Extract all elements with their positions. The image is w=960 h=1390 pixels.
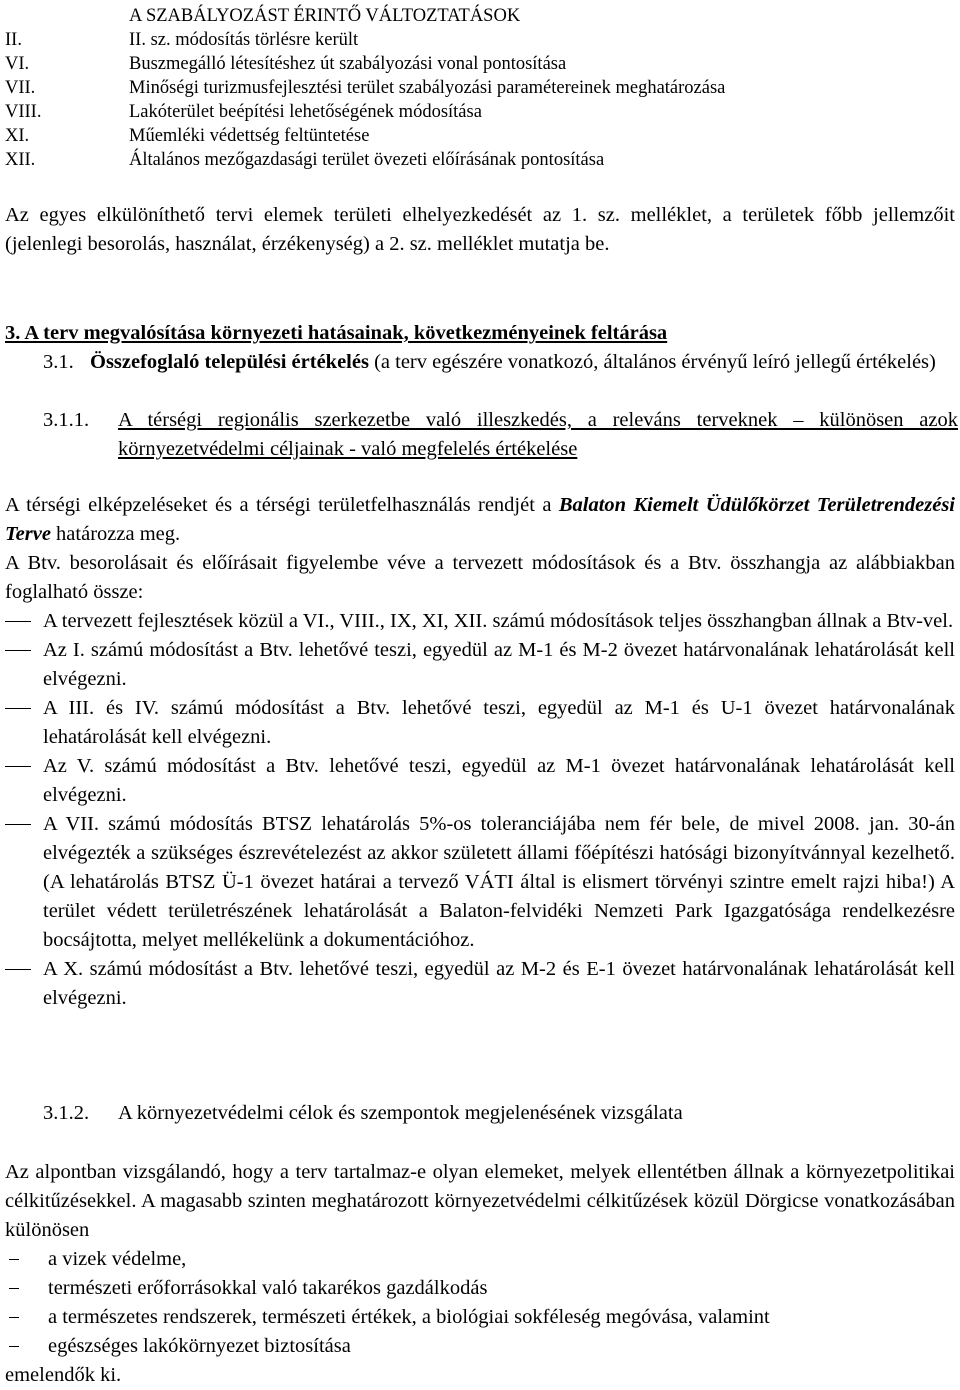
subsection-3-1-1-title: A térségi regionális szerkezetbe való illeszkedés, a releváns terveknek – különösen azok környezetvédelmi céljainak - való megfelelés értékelése — [118, 409, 958, 460]
list-item — [5, 955, 955, 1013]
list-item-text: természeti erőforrásokkal való takarékos gazdálkodás — [48, 1277, 488, 1299]
change-text: Minőségi turizmusfejlesztési terület szabályozási paramétereinek meghatározása — [129, 78, 726, 98]
list-item — [5, 1303, 955, 1332]
change-number: VI. — [5, 54, 30, 74]
list-item — [5, 1332, 955, 1361]
final-paragraph: Az alpontban vizsgálandó, hogy a terv tartalmaz-e olyan elemeket, melyek ellentétben állnak a környezetpolitikai célkitűzésekkel. A magasabb szinten meghatározott környezetvédelmi célkitűzések közül Dörgicse vonatkozásában különösen — [5, 1161, 955, 1241]
btv-compliance-list — [5, 607, 955, 1013]
list-item-text: egészséges lakókörnyezet biztosítása — [48, 1335, 351, 1357]
subsection-3-1-number: 3.1. — [43, 351, 74, 373]
table-row — [5, 52, 945, 76]
dash-bullet — [5, 708, 31, 709]
list-item — [5, 810, 955, 955]
changes-heading: A SZABÁLYOZÁST ÉRINTŐ VÁLTOZTATÁSOK — [129, 6, 521, 26]
change-number: II. — [5, 30, 22, 50]
dash-bullet — [5, 650, 31, 651]
regional-plan-name: Balaton Kiemelt Üdülőkörzet Területrendezési Terve — [5, 494, 955, 545]
change-number: VIII. — [5, 102, 42, 122]
change-number: VII. — [5, 78, 36, 98]
change-text: Műemléki védettség feltüntetése — [129, 126, 370, 146]
list-item — [5, 607, 955, 636]
subsection-3-1-2-title: A környezetvédelmi célok és szempontok megjelenésének vizsgálata — [118, 1102, 683, 1124]
table-row — [5, 28, 945, 52]
btv-paragraph: A Btv. besorolásait és előírásait figyelembe véve a tervezett módosítások és a Btv. összhangja az alábbiakban foglalható össze: — [5, 552, 955, 603]
table-row — [5, 148, 945, 172]
dash-bullet — [9, 1259, 19, 1260]
section-3-title: 3. A terv megvalósítása környezeti hatásainak, következményeinek feltárása — [5, 322, 668, 344]
change-text: Buszmegálló létesítéshez út szabályozási vonal pontosítása — [129, 54, 567, 74]
list-item-text: A VII. számú módosítás BTSZ lehatárolás 5%-os toleranciájába nem fér bele, de mivel 2008. jan. 30-án elvégezték a szükséges észrevételezést az akkor született állami főépítészi hatósági bizonyítvánnyal kezelhető. (A lehatárolás BTSZ Ü-1 övezet határai a tervező VÁTI által is elismert törvényi szintre emelt rajzi hiba!) A terület védett területrészének lehatárolását a Balaton-felvidéki Nemzeti Park Igazgatósága rendelkezésre bocsájtotta, melyet mellékelünk a dokumentációhoz. — [43, 813, 955, 951]
list-item — [5, 636, 955, 694]
list-item — [5, 752, 955, 810]
closing-text: emelendők ki. — [5, 1364, 122, 1386]
table-row — [5, 100, 945, 124]
list-item-text: A tervezett fejlesztések közül a VI., VIII., IX, XI, XII. számú módosítások teljes összhangban állnak a Btv-vel. — [43, 610, 954, 632]
subsection-3-1-1-number: 3.1.1. — [43, 409, 90, 431]
subsection-3-1-2-number: 3.1.2. — [43, 1102, 90, 1124]
goals-list — [5, 1245, 955, 1361]
subsection-3-1-note: (a terv egészére vonatkozó, általános érvényű leíró jellegű értékelés) — [374, 351, 936, 373]
list-item-text: Az I. számú módosítást a Btv. lehetővé teszi, egyedül az M-1 és M-2 övezet határvonalának lehatárolását kell elvégezni. — [43, 639, 955, 690]
regional-text-after: határozza meg. — [56, 523, 181, 545]
dash-bullet — [5, 969, 31, 970]
change-text: Lakóterület beépítési lehetőségének módosítása — [129, 102, 482, 122]
table-row — [5, 124, 945, 148]
changes-table — [5, 4, 945, 172]
change-text: Általános mezőgazdasági terület övezeti előírásának pontosítása — [129, 150, 605, 170]
list-item-text: Az V. számú módosítást a Btv. lehetővé teszi, egyedül az M-1 övezet határvonalának lehatárolását kell elvégezni. — [43, 755, 955, 806]
change-text: II. sz. módosítás törlésre került — [129, 30, 359, 50]
subsection-3-1-1 — [5, 406, 958, 464]
list-item-text: A III. és IV. számú módosítást a Btv. lehetővé teszi, egyedül az M-1 és U-1 övezet határvonalának lehatárolását kell elvégezni. — [43, 697, 955, 748]
dash-bullet — [5, 824, 31, 825]
list-item-text: a vizek védelme, — [48, 1248, 187, 1270]
list-item — [5, 1274, 955, 1303]
table-row — [5, 76, 945, 100]
dash-bullet — [9, 1346, 19, 1347]
list-item — [5, 694, 955, 752]
intro-paragraph: Az egyes elkülöníthető tervi elemek területi elhelyezkedését az 1. sz. melléklet, a területek főbb jellemzőit (jelenlegi besorolás, használat, érzékenység) a 2. sz. melléklet mutatja be. — [5, 204, 955, 255]
change-number: XII. — [5, 150, 36, 170]
list-item-text: a természetes rendszerek, természeti értékek, a biológiai sokféleség megóvása, valamint — [48, 1306, 770, 1328]
list-item-text: A X. számú módosítást a Btv. lehetővé teszi, egyedül az M-2 és E-1 övezet határvonalának lehatárolását kell elvégezni. — [43, 958, 955, 1009]
regional-text-before: A térségi elképzeléseket és a térségi területfelhasználás rendjét a — [5, 494, 552, 516]
dash-bullet — [9, 1317, 19, 1318]
list-item — [5, 1245, 955, 1274]
dash-bullet — [5, 766, 31, 767]
regional-paragraph — [5, 491, 955, 549]
subsection-3-1-title: Összefoglaló települési értékelés — [90, 351, 369, 373]
change-number: XI. — [5, 126, 30, 146]
dash-bullet — [5, 621, 31, 622]
dash-bullet — [9, 1288, 19, 1289]
